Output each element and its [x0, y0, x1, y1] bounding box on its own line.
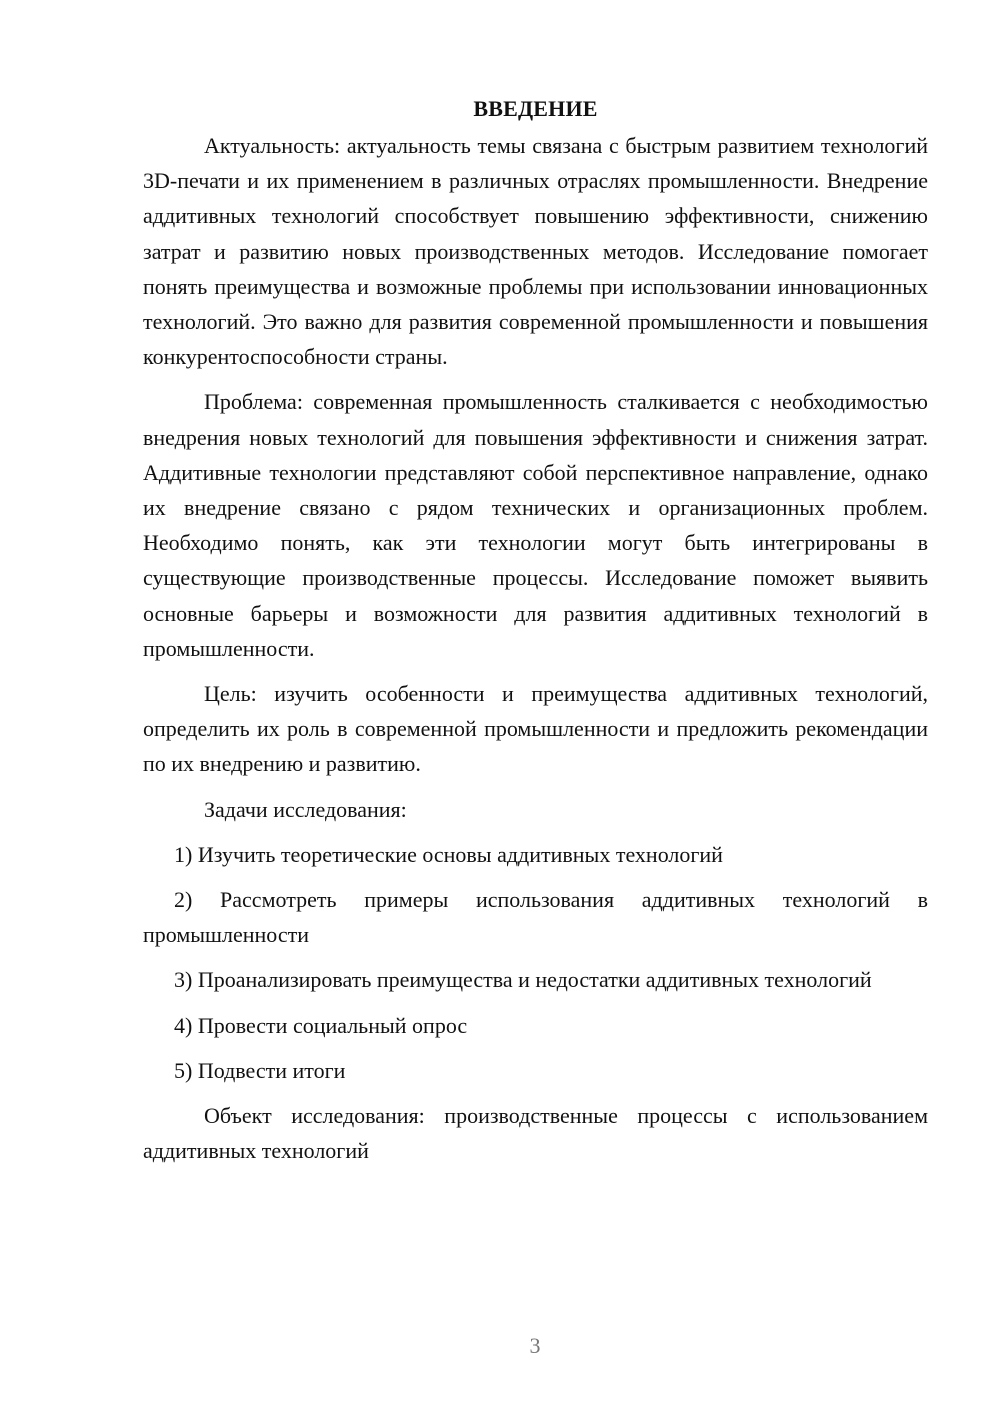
task-item-1: 1) Изучить теоретические основы аддитивных технологий [174, 841, 723, 867]
task-item-5: 5) Подвести итоги [174, 1057, 346, 1083]
paragraph-relevance: Актуальность: актуальность темы связана с быстрым развитием технологий 3D-печати и их применением в различных отраслях промышленности. Внедрение аддитивных технологий способствует повышению эффективности, снижению затрат и развитию новых производственных методов. Исследование помогает понять преимущества и возможные проблемы при использовании инновационных технологий. Это важно для развития современной промышленности и повышения конкурентоспособности страны. [143, 133, 928, 370]
paragraph-goal: Цель: изучить особенности и преимущества аддитивных технологий, определить их роль в современной промышленности и предложить рекомендации по их внедрению и развитию. [143, 681, 928, 777]
paragraph-problem: Проблема: современная промышленность сталкивается с необходимостью внедрения новых технологий для повышения эффективности и снижения затрат. Аддитивные технологии представляют собой перспективное направление, однако их внедрение связано с рядом технических и организационных проблем. Необходимо понять, как эти технологии могут быть интегрированы в существующие производственные процессы. Исследование поможет выявить основные барьеры и возможности для развития аддитивных технологий в промышленности. [143, 389, 928, 661]
document-page [143, 92, 928, 1168]
tasks-heading: Задачи исследования: [204, 796, 407, 822]
task-item-4: 4) Провести социальный опрос [174, 1012, 468, 1038]
task-item-3: 3) Проанализировать преимущества и недостатки аддитивных технологий [174, 967, 872, 993]
section-heading: ВВЕДЕНИЕ [473, 96, 598, 121]
page-number: 3 [529, 1333, 541, 1358]
paragraph-object: Объект исследования: производственные процессы с использованием аддитивных технологий [143, 1103, 928, 1164]
task-item-2: 2) Рассмотреть примеры использования аддитивных технологий в промышленности [143, 887, 928, 948]
